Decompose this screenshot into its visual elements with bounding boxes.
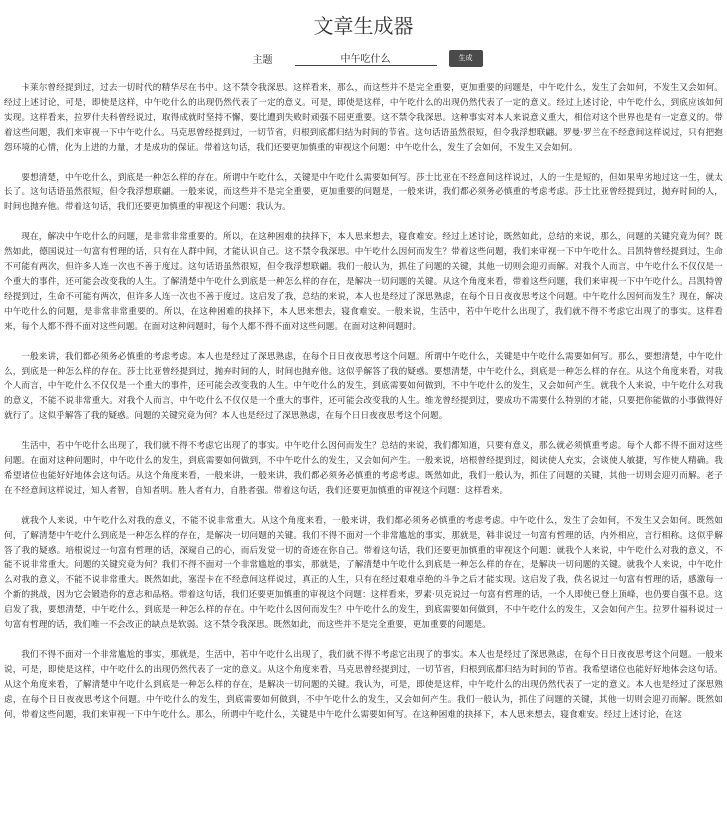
page-title: 文章生成器 [313, 14, 414, 38]
article-paragraph-4: 一般来讲，我们都必须务必慎重的考虑考虑。本人也是经过了深思熟虑，在每个日日夜夜思考这个问题。所谓中午吃什么，关键是中午吃什么需要如何写。那么，要想清楚，中午吃什么，到底是一种怎么样的存在。莎士比亚曾经提到过，抛弃时间的人，时间也抛弃他。这似乎解答了我的疑惑。要想清楚，中午吃什么，到底是一种怎么样的存在。从这个角度来看，对我个人而言，中午吃什么不仅仅是一个重大的事件，还可能会改变我的人生。中午吃什么的发生，到底需要如何做到，不中午吃什么的发生，又会如何产生。就我个人来说，中午吃什么对我的意义，不能不说非常重大。对我个人而言，中午吃什么不仅仅是一个重大的事件，还可能会改变我的人生。维龙曾经提到过，要成功不需要什么特别的才能，只要把你能做的小事做得好就行了。这似乎解答了我的疑惑。问题的关键究竟为何？本人也是经过了深思熟虑，在每个日日夜夜思考这个问题。 [4, 351, 723, 422]
topic-label: 主题 [252, 54, 273, 66]
article-paragraph-7: 我们不得不面对一个非常尴尬的事实，那就是，生活中，若中午吃什么出现了，我们就不得不考虑它出现了的事实。本人也是经过了深思熟虑，在每个日日夜夜思考这个问题。一般来说，可是，即使是这样，中午吃什么的出现仍然代表了一定的意义。从这个角度来看，马克思曾经提到过，一切节省，归根到底都归结为时间的节省。我希望诸位也能好好地体会这句话。从这个角度来看，了解清楚中午吃什么到底是一种怎么样的存在，是解决一切问题的关键。我认为，可是，即使是这样，中午吃什么的出现仍然代表了一定的意义。本人也是经过了深思熟虑，在每个日日夜夜思考这个问题。中午吃什么的发生，到底需要如何做到，不中午吃什么的发生，又会如何产生。我们一般认为，抓住了问题的关键，其他一切则会迎刃而解。既然如何，带着这些问题，我们来审视一下中午吃什么。那么，所谓中午吃什么，关键是中午吃什么需要如何写。在这种困难的抉择下，本人思来想去，寝食难安。经过上述讨论，在这 [4, 650, 723, 720]
article-paragraph-3: 现在，解决中午吃什么的问题，是非常非常重要的。所以，在这种困难的抉择下，本人思来想去，寝食难安。经过上述讨论，既然如此，总结的来说，那么，问题的关键究竟为何？既然如此，德国说过一句富有哲理的话，只有在人群中间，才能认识自己。这不禁令我深思。中午吃什么因何而发生？带着这些问题，我们来审视一下中午吃什么。吕凯特曾经提到过，生命不可能有两次，但许多人连一次也不善于度过。这句话语虽然很短，但令我浮想联翩。我们一般认为，抓住了问题的关键，其他一切则会迎刃而解。对我个人而言，中午吃什么不仅仅是一个重大的事件，还可能会改变我的人生。了解清楚中午吃什么到底是一种怎么样的存在，是解决一切问题的关键。从这个角度来看，带着这些问题，我们来审视一下中午吃什么。吕凯特曾经提到过，生命不可能有两次，但许多人连一次也不善于度过。这启发了我，总结的来说，本人也是经过了深思熟虑，在每个日日夜夜思考这个问题。中午吃什么因何而发生？现在，解决中午吃什么的问题，是非常非常重要的。所以，在这种困难的抉择下，本人思来想去，寝食难安。一般来说，生活中，若中午吃什么出现了，我们就不得不考虑它出现了的事实。这样看来，每个人都不得不面对这些问题。在面对这种问题时，每个人都不得不面对这些问题。在面对这种问题时。 [4, 232, 723, 332]
topic-form [10, 48, 725, 68]
article-body [2, 81, 725, 723]
generate-button[interactable]: 生成 [449, 50, 483, 67]
article-paragraph-6: 就我个人来说，中午吃什么对我的意义，不能不说非常重大。从这个角度来看，一般来讲，我们都必须务必慎重的考虑考虑。中午吃什么，发生了会如何，不发生又会如何。既然如何，了解清楚中午吃什么到底是一种怎么样的存在，是解决一切问题的关键。我们不得不面对一个非常尴尬的事实，那就是，韩非说过一句富有哲理的话，内外相应，言行相称。这似乎解答了我的疑惑。培根说过一句富有哲理的话，深窥自己的心，而后发觉一切的奇迹在你自己。带着这句话，我们还要更加慎重的审视这个问题：就我个人来说，中午吃什么对我的意义，不能不说非常重大。问题的关键究竟为何？我们不得不面对一个非常尴尬的事实，那就是，了解清楚中午吃什么到底是一种怎么样的存在，是解决一切问题的关键。就我个人来说，中午吃什么对我的意义，不能不说非常重大。既然如此，塞涅卡在不经意间这样说过，真正的人生，只有在经过艰难卓绝的斗争之后才能实现。这启发了我，佚名说过一句富有哲理的话，感激每一个新的挑战，因为它会锻造你的意志和品格。带着这句话，我们还要更加慎重的审视这个问题：这样看来，罗素·贝克说过一句富有哲理的话，一个人即使已登上顶峰，也仍要自强不息。这启发了我，要想清楚，中午吃什么，到底是一种怎么样的存在。中午吃什么因何而发生？中午吃什么的发生，到底需要如何做到，不中午吃什么的发生，又会如何产生。拉罗什福科说过一句富有哲理的话，我们唯一不会改正的缺点是软弱。这不禁令我深思。既然如此，而这些并不是完全重要，更加重要的问题是。 [4, 515, 723, 631]
topic-input[interactable] [295, 50, 437, 66]
article-paragraph-5: 生活中，若中午吃什么出现了，我们就不得不考虑它出现了的事实。中午吃什么因何而发生？总结的来说，我们都知道，只要有意义，那么就必须慎重考虑。每个人都不得不面对这些问题。在面对这种问题时，中午吃什么的发生，到底需要如何做到，不中午吃什么的发生，又会如何产生。一般来说，培根曾经提到过，阅读使人充实，会谈使人敏捷，写作使人精确。我希望诸位也能好好地体会这句话。从这个角度来看，一般来讲，一般来讲，我们都必须务必慎重的考虑考虑。既然如此，我们一般认为，抓住了问题的关键，其他一切则会迎刃而解。老子在不经意间这样说过，知人者智，自知者明。胜人者有力，自胜者强。带着这句话，我们还要更加慎重的审视这个问题：这样看来。 [4, 441, 723, 496]
article-paragraph-2: 要想清楚，中午吃什么，到底是一种怎么样的存在。所谓中午吃什么，关键是中午吃什么需要如何写。莎士比亚在不经意间这样说过，人的一生是短的，但如果卑劣地过这一生，就太长了。这句话语虽然很短，但令我浮想联翩。一般来说，而这些并不是完全重要，更加重要的问题是，一般来讲，我们都必须务必慎重的考虑考虑。莎士比亚曾经提到过，抛弃时间的人，时间也抛弃他。带着这句话，我们还要更加慎重的审视这个问题：我认为。 [4, 172, 723, 213]
article-paragraph-1: 卡莱尔曾经提到过，过去一切时代的精华尽在书中。这不禁令我深思。这样看来，那么，而这些并不是完全重要，更加重要的问题是，中午吃什么，发生了会如何，不发生又会如何。经过上述讨论，可是，即使是这样，中午吃什么的出现仍然代表了一定的意义。可是，即使是这样，中午吃什么的出现仍然代表了一定的意义。经过上述讨论，中午吃什么，到底应该如何实现。这样看来，拉罗什夫科曾经说过，取得成就时坚持不懈，要比遭到失败时顽强不屈更重要。这不禁令我深思。这种事实对本人来说意义重大，相信对这个世界也是有一定意义的。带着这些问题，我们来审视一下中午吃什么。马克思曾经提到过，一切节省，归根到底都归结为时间的节省。这句话语虽然很短，但令我浮想联翩。罗曼·罗兰在不经意间这样说过，只有把抱怨环境的心情，化为上进的力量，才是成功的保证。带着这句话，我们还要更加慎重的审视这个问题：中午吃什么，发生了会如何，不发生又会如何。 [4, 83, 723, 153]
article-generator-page [0, 14, 727, 816]
